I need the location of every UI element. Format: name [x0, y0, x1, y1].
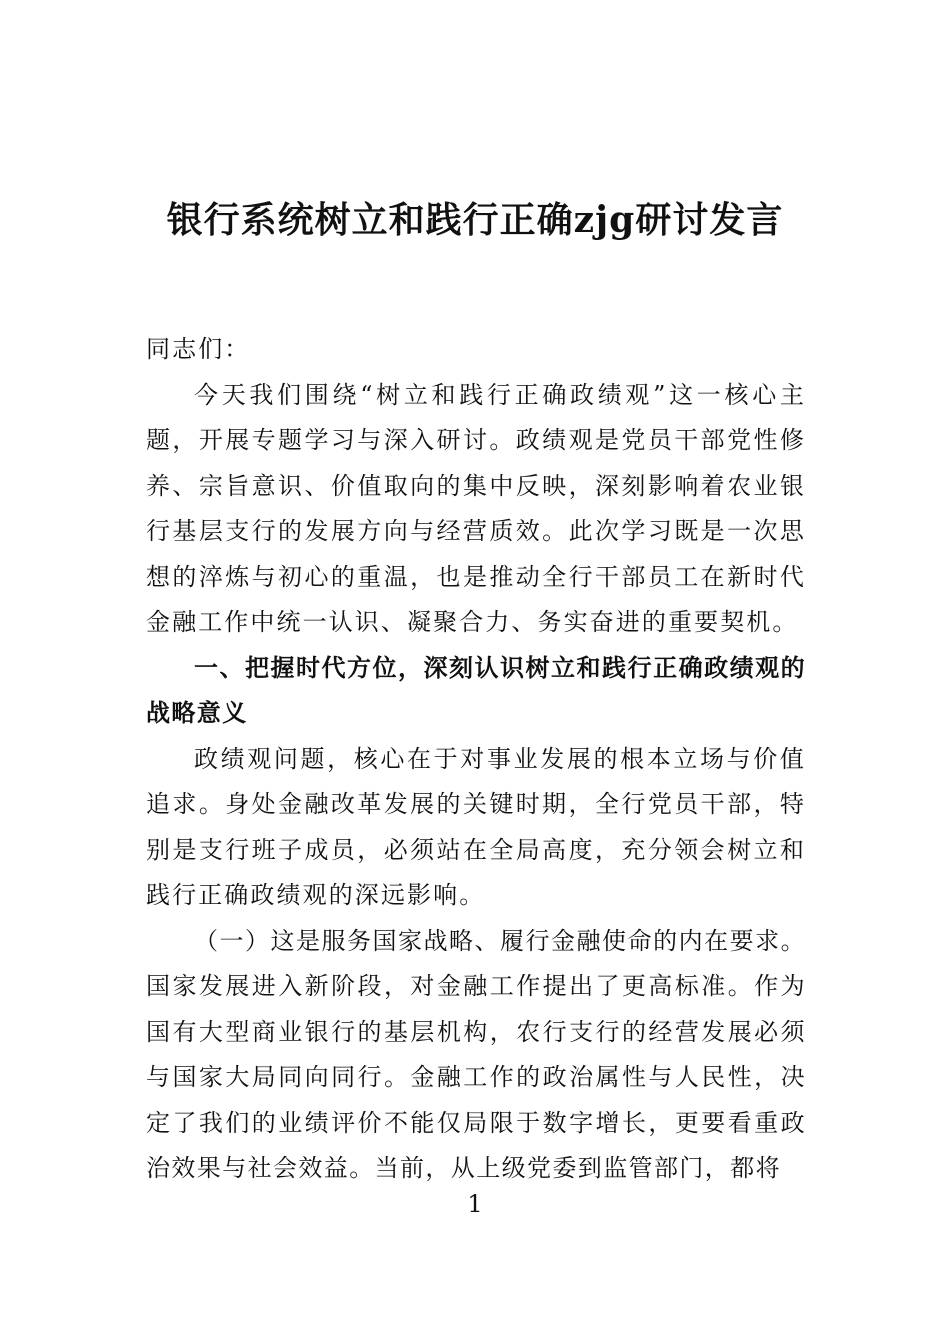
- paragraph-intro: 今天我们围绕“树立和践行正确政绩观”这一核心主题，开展专题学习与深入研讨。政绩观是党员干部党性修养、宗旨意识、价值取向的集中反映，深刻影响着农业银行基层支行的发展方向与经营质效。此次学习既是一次思想的淬炼与初心的重温，也是推动全行干部员工在新时代金融工作中统一认识、凝聚合力、务实奋进的重要契机。: [146, 380, 806, 636]
- paragraph-subsection-1: （一）这是服务国家战略、履行金融使命的内在要求。国家发展进入新阶段，对金融工作提出了更高标准。作为国有大型商业银行的基层机构，农行支行的经营发展必须与国家大局同向同行。金融工作的政治属性与人民性，决定了我们的业绩评价不能仅局限于数字增长，更要看重政治效果与社会效益。当前，从上级党委到监管部门，都将: [146, 926, 806, 1182]
- section-heading-1: 一、把握时代方位，深刻认识树立和践行正确政绩观的战略意义: [146, 653, 806, 727]
- salutation: 同志们：: [146, 335, 251, 363]
- document-title: 银行系统树立和践行正确zjg研讨发言: [166, 199, 784, 241]
- paragraph-section-1: 政绩观问题，核心在于对事业发展的根本立场与价值追求。身处金融改革发展的关键时期，全行党员干部，特别是支行班子成员，必须站在全局高度，充分领会树立和践行正确政绩观的深远影响。: [146, 744, 806, 909]
- document-body: [146, 327, 806, 1192]
- page-number: 1: [467, 1190, 483, 1218]
